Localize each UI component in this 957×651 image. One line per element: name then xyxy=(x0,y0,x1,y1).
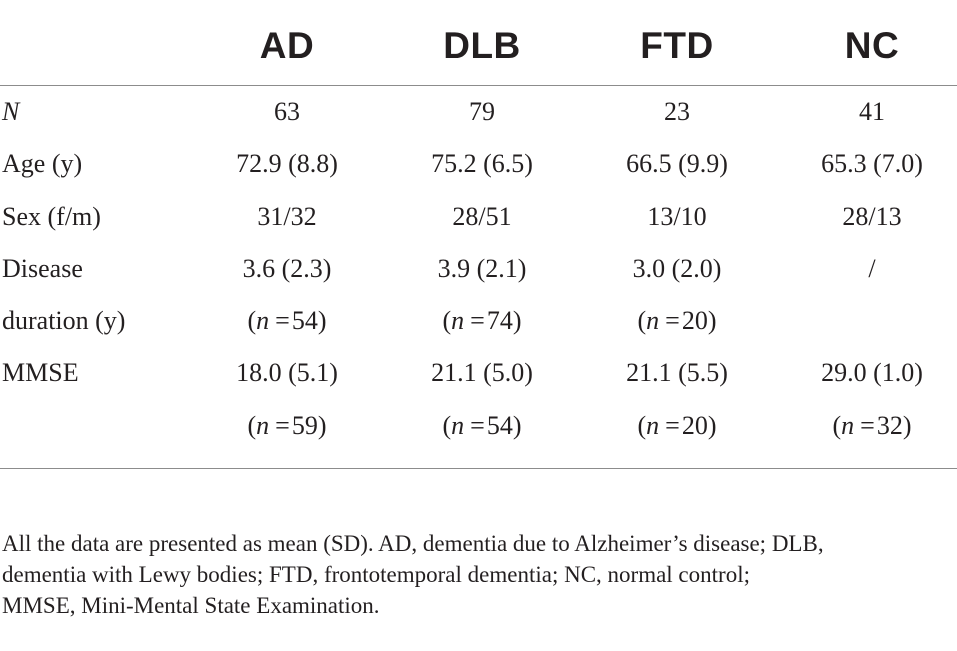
table-cell: 23 xyxy=(664,97,690,126)
table-cell: 72.9 (8.8) xyxy=(236,149,338,179)
paren-open: ( xyxy=(247,306,257,336)
paren-close: ) xyxy=(512,306,522,336)
table-cell-n xyxy=(197,402,377,450)
n-value: 54 xyxy=(486,410,513,440)
table-cell: 3.6 (2.3) xyxy=(242,253,332,283)
table-row xyxy=(0,402,957,454)
table-cell-n xyxy=(392,297,572,345)
paren-close: ) xyxy=(707,306,717,336)
table-row xyxy=(0,88,957,140)
n-symbol: n xyxy=(451,306,465,336)
n-value: 20 xyxy=(681,306,708,336)
table-cell-n xyxy=(587,402,767,450)
n-value: 54 xyxy=(291,306,318,336)
table-row xyxy=(0,297,957,349)
n-symbol: n xyxy=(451,410,465,440)
n-value: 20 xyxy=(681,410,708,440)
table-top-rule xyxy=(0,85,957,86)
column-header-ad: AD xyxy=(259,25,315,66)
paren-open: ( xyxy=(637,306,647,336)
table-bottom-rule xyxy=(0,468,957,469)
table-row xyxy=(0,193,957,245)
column-header-ftd: FTD xyxy=(640,25,714,66)
table-cell: 21.1 (5.5) xyxy=(626,358,728,388)
column-header-nc: NC xyxy=(844,25,900,66)
n-symbol: n xyxy=(256,410,270,440)
paren-close: ) xyxy=(317,306,327,336)
footnote-line: All the data are presented as mean (SD). AD, dementia due to Alzheimer’s disease; DLB, xyxy=(2,531,824,556)
row-label: duration (y) xyxy=(2,306,126,336)
column-header-dlb: DLB xyxy=(443,25,521,66)
row-label: Sex (f/m) xyxy=(2,201,101,231)
table-cell: 31/32 xyxy=(257,201,317,231)
equals-sign: = xyxy=(665,306,680,336)
table-cell-n xyxy=(782,402,957,450)
n-value: 59 xyxy=(291,410,318,440)
paren-open: ( xyxy=(637,410,647,440)
equals-sign: = xyxy=(860,410,875,440)
table-cell: / xyxy=(868,253,876,283)
paren-close: ) xyxy=(317,410,327,440)
table-cell: 75.2 (6.5) xyxy=(431,149,533,179)
equals-sign: = xyxy=(665,410,680,440)
paren-close: ) xyxy=(902,410,912,440)
n-symbol: n xyxy=(646,306,660,336)
table-cell: 18.0 (5.1) xyxy=(236,358,338,388)
row-label: Age (y) xyxy=(2,149,83,179)
table-cell: 3.9 (2.1) xyxy=(437,253,527,283)
paren-open: ( xyxy=(442,410,452,440)
paren-open: ( xyxy=(442,306,452,336)
table-row xyxy=(0,140,957,192)
paren-open: ( xyxy=(247,410,257,440)
n-symbol: n xyxy=(646,410,660,440)
equals-sign: = xyxy=(275,306,290,336)
table-cell: 41 xyxy=(859,97,885,126)
table-cell: 3.0 (2.0) xyxy=(632,253,722,283)
paren-close: ) xyxy=(707,410,717,440)
table-cell: 63 xyxy=(274,97,300,126)
row-label: Disease xyxy=(2,253,83,283)
table-cell-n xyxy=(392,402,572,450)
table-row xyxy=(0,349,957,401)
table-body xyxy=(0,88,957,454)
equals-sign: = xyxy=(470,410,485,440)
footnote-line: MMSE, Mini-Mental State Examination. xyxy=(2,593,380,618)
table-footnote xyxy=(2,528,952,621)
table-cell: 29.0 (1.0) xyxy=(821,358,923,388)
n-value: 74 xyxy=(486,306,513,336)
table-row xyxy=(0,245,957,297)
table-cell: 28/13 xyxy=(842,201,902,231)
table-cell: 79 xyxy=(469,97,495,126)
n-symbol: n xyxy=(841,410,855,440)
paren-open: ( xyxy=(832,410,842,440)
table-cell: 28/51 xyxy=(452,201,512,231)
equals-sign: = xyxy=(470,306,485,336)
footnote-line: dementia with Lewy bodies; FTD, frontotemporal dementia; NC, normal control; xyxy=(2,562,750,587)
table-cell: 65.3 (7.0) xyxy=(821,149,923,179)
n-symbol: n xyxy=(256,306,270,336)
paren-close: ) xyxy=(512,410,522,440)
table-cell: 13/10 xyxy=(647,201,707,231)
equals-sign: = xyxy=(275,410,290,440)
table-cell-n xyxy=(197,297,377,345)
table-cell: 21.1 (5.0) xyxy=(431,358,533,388)
table-header-row xyxy=(0,24,957,68)
table-cell-n xyxy=(587,297,767,345)
table-cell: 66.5 (9.9) xyxy=(626,149,728,179)
row-label: MMSE xyxy=(2,358,79,388)
row-label: N xyxy=(2,97,20,126)
n-value: 32 xyxy=(876,410,903,440)
